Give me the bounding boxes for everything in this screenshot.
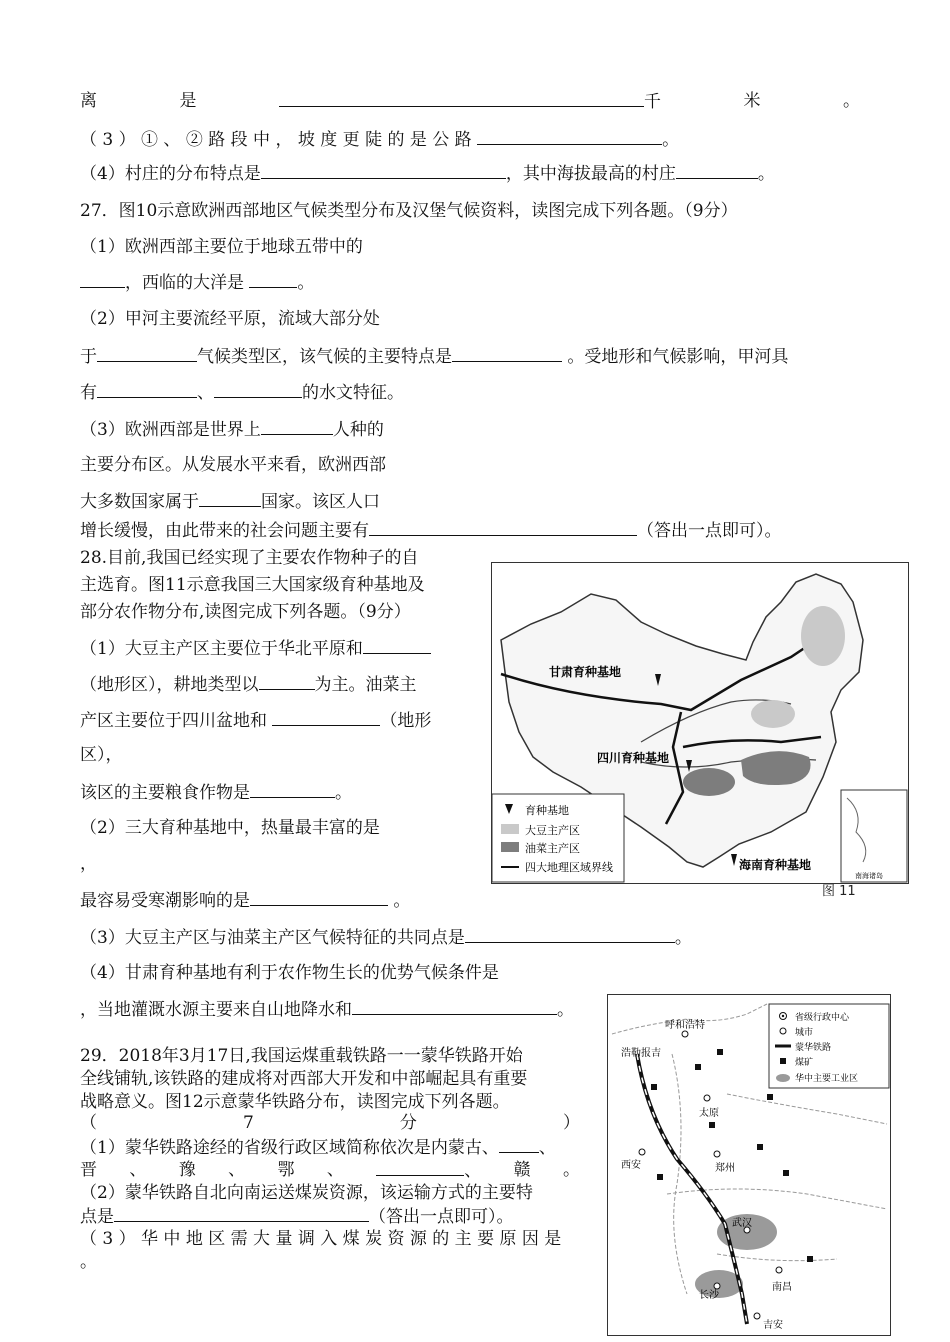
coal-mine-icon <box>767 1094 773 1100</box>
text: 为主。油菜主 <box>314 675 417 695</box>
label-xian: 西安 <box>621 1160 641 1171</box>
text: 、 <box>538 1138 556 1158</box>
q28-4: （4）甘肃育种基地有利于农作物生长的优势气候条件是 <box>80 963 499 983</box>
city-changsha <box>714 1283 720 1289</box>
answer-blank[interactable] <box>477 128 662 145</box>
coal-mine-icon <box>709 1122 715 1128</box>
q29-stem-c: 战略意义。图12示意蒙华铁路分布，读图完成下列各题。 <box>80 1092 510 1112</box>
coal-mine-icon <box>783 1170 789 1176</box>
q27-stem: 27．图10示意欧洲西部地区气候类型分布及汉堡气候资料，读图完成下列各题。（9分） <box>80 201 738 221</box>
legend-capital-dot <box>782 1015 784 1017</box>
text: （答出一点即可）。 <box>369 1207 514 1227</box>
soybean-area <box>751 700 795 728</box>
text: 于 <box>80 347 97 367</box>
question-4 <box>80 162 775 185</box>
text: （ <box>80 1113 97 1133</box>
answer-blank[interactable] <box>250 781 335 798</box>
legend-text: 四大地理区域界线 <box>525 861 613 874</box>
legend-swatch <box>501 824 519 834</box>
text: 有 <box>80 383 97 403</box>
q29-stem-a: 29．2018年3月17日,我国运煤重载铁路一一蒙华铁路开始 <box>80 1046 523 1066</box>
answer-blank[interactable] <box>676 162 758 179</box>
answer-blank[interactable] <box>261 162 506 179</box>
figure-11-caption: 图 11 <box>822 884 856 899</box>
answer-blank[interactable] <box>249 271 297 288</box>
label-wuhan: 武汉 <box>732 1218 752 1229</box>
coal-mine-icon <box>757 1144 763 1150</box>
text: 晋 <box>80 1160 97 1180</box>
text: 赣 <box>513 1160 531 1180</box>
text: 。 <box>297 273 315 293</box>
soybean-area <box>801 606 845 666</box>
coal-mine-icon <box>717 1049 723 1055</box>
label-taiyuan: 太原 <box>699 1108 719 1119</box>
q28-2c <box>80 889 410 912</box>
city-hohhot <box>682 1031 688 1037</box>
coal-mine-icon <box>807 1256 813 1262</box>
text: （3）大豆主产区与油菜主产区气候特征的共同点是 <box>80 928 465 948</box>
q27-3c <box>80 490 380 513</box>
q28-1e <box>80 781 352 804</box>
label-changsha: 长沙 <box>699 1290 719 1301</box>
answer-blank[interactable] <box>261 418 333 435</box>
text: （地形 <box>380 711 432 731</box>
text: 国家。该区人口 <box>261 492 380 512</box>
coal-mine-icon <box>657 1174 663 1180</box>
figure-11-map <box>491 562 909 884</box>
text: （ 3 ） ① 、 ② 路 段 中 ， 坡 度 更 陡 的 是 公 路 <box>80 130 472 150</box>
legend-swatch <box>501 842 519 852</box>
text: 、 <box>464 1161 482 1181</box>
q27-2c <box>80 381 404 404</box>
text: 的水文特征。 <box>302 383 404 403</box>
q28-1 <box>80 637 431 660</box>
legend-coal-icon <box>780 1058 786 1064</box>
label-zhengzhou: 郑州 <box>715 1163 735 1174</box>
q29-stem-b: 全线铺轨,该铁路的建成将对西部大开发和中部崛起具有重要 <box>80 1069 528 1089</box>
legend-text: 育种基地 <box>525 804 569 817</box>
coal-mine-icon <box>651 1084 657 1090</box>
text: 。 <box>843 91 860 111</box>
answer-blank[interactable] <box>272 709 380 726</box>
city-nanchang <box>776 1267 782 1273</box>
text: 。 <box>757 164 775 184</box>
text: 是 <box>179 91 197 111</box>
answer-blank[interactable] <box>97 345 197 362</box>
text: ，其中海拔最高的村庄 <box>505 164 676 184</box>
coal-mine-icon <box>695 1064 701 1070</box>
text: （地形区），耕地类型以 <box>80 675 259 695</box>
q29-1b <box>80 1159 580 1182</box>
inset-label: 南海诸岛 <box>855 872 883 880</box>
q29-1 <box>80 1136 556 1159</box>
answer-blank[interactable] <box>97 381 197 398</box>
text: 气候类型区，该气候的主要特点是 <box>197 347 452 367</box>
text: （3）欧洲西部是世界上 <box>80 420 261 440</box>
q27-3b: 主要分布区。从发展水平来看，欧洲西部 <box>80 455 386 475</box>
text: 、 <box>228 1160 246 1180</box>
city-taiyuan <box>704 1095 710 1101</box>
answer-blank[interactable] <box>465 926 675 943</box>
text: ，西临的大洋是 <box>125 273 244 293</box>
q29-points <box>80 1112 580 1134</box>
answer-blank[interactable] <box>80 271 125 288</box>
q28-stem-b: 主选育。图11示意我国三大国家级育种基地及 <box>80 575 425 595</box>
q29-2: （2）蒙华铁路自北向南运送煤炭资源，该运输方式的主要特 <box>80 1183 533 1203</box>
q28-2b: ， <box>80 854 97 874</box>
text: （1）蒙华铁路途经的省级行政区域简称依次是内蒙古、 <box>80 1138 499 1158</box>
q27-3d <box>80 519 782 542</box>
text: 。 <box>393 891 411 911</box>
q29-3: （ 3 ） 华 中 地 区 需 大 量 调 入 煤 炭 资 源 的 主 要 原 因 是 <box>80 1229 562 1249</box>
q28-1c <box>80 709 431 732</box>
text: ，当地灌溉水源主要来自山地降水和 <box>80 1000 352 1020</box>
legend-text: 省级行政中心 <box>795 1013 850 1023</box>
answer-blank[interactable] <box>352 998 557 1015</box>
label-hainan: 海南育种基地 <box>739 858 812 872</box>
label-jian: 吉安 <box>763 1320 783 1331</box>
text: 。 <box>557 1000 574 1020</box>
inset-box <box>841 790 907 882</box>
answer-blank[interactable] <box>499 1136 539 1153</box>
text: 、 <box>326 1160 344 1180</box>
q28-2: （2）三大育种基地中，热量最丰富的是 <box>80 818 380 838</box>
text: （4）村庄的分布特点是 <box>80 164 261 184</box>
text: 7 <box>243 1113 254 1133</box>
answer-blank[interactable] <box>363 637 431 654</box>
text: 增长缓慢，由此带来的社会问题主要有 <box>80 521 369 541</box>
rapeseed-area <box>683 768 735 796</box>
text: 。受地形和气候影响，甲河具 <box>567 347 789 367</box>
label-ordos: 浩勒报吉 <box>621 1048 661 1059</box>
text: 该区的主要粮食作物是 <box>80 783 250 803</box>
text: 米 <box>743 91 761 111</box>
text: 离 <box>80 91 97 111</box>
text: 产区主要位于四川盆地和 <box>80 711 267 731</box>
q28-3 <box>80 926 692 949</box>
q28-4b <box>80 998 574 1021</box>
label-hohhot: 呼和浩特 <box>665 1020 705 1031</box>
city-zhengzhou <box>714 1151 720 1157</box>
answer-blank[interactable] <box>250 889 388 906</box>
q28-stem-a: 28.目前,我国已经实现了主要农作物种子的自 <box>80 548 419 568</box>
text: （1）大豆主产区主要位于华北平原和 <box>80 639 363 659</box>
legend-text: 大豆主产区 <box>525 824 580 837</box>
answer-blank[interactable] <box>199 490 261 507</box>
q28-1b <box>80 673 417 696</box>
answer-blank[interactable] <box>369 519 637 536</box>
rapeseed-area <box>741 751 811 785</box>
q29-2b <box>80 1205 514 1228</box>
legend-city-icon <box>780 1028 786 1034</box>
label-sichuan: 四川育种基地 <box>597 751 670 765</box>
q27-1b <box>80 271 314 294</box>
text: 。 <box>563 1160 580 1180</box>
label-gansu: 甘肃育种基地 <box>549 665 622 679</box>
legend-text: 城市 <box>795 1028 814 1038</box>
answer-blank[interactable] <box>376 1159 464 1176</box>
answer-blank[interactable] <box>279 90 644 107</box>
q27-3 <box>80 418 384 441</box>
text: 。 <box>335 783 352 803</box>
legend-text: 蒙华铁路 <box>795 1043 832 1053</box>
text: 千 <box>644 92 661 112</box>
legend-industrial-swatch <box>776 1074 790 1082</box>
text: 最容易受寒潮影响的是 <box>80 891 250 911</box>
text: 大多数国家属于 <box>80 492 199 512</box>
figure-12-map <box>607 994 891 1336</box>
answer-blank[interactable] <box>114 1205 369 1222</box>
city-xian <box>639 1149 645 1155</box>
text: 鄂 <box>277 1160 295 1180</box>
q28-1d: 区）， <box>80 745 123 765</box>
text: 分 <box>399 1113 417 1133</box>
answer-blank[interactable] <box>259 673 315 690</box>
text: 豫 <box>178 1160 196 1180</box>
q29-3b: 。 <box>80 1252 97 1272</box>
legend-text: 煤矿 <box>795 1058 814 1068</box>
text: （答出一点即可）。 <box>637 521 782 541</box>
q27-2: （2）甲河主要流经平原，流域大部分处 <box>80 309 380 329</box>
q27-1: （1）欧洲西部主要位于地球五带中的 <box>80 237 363 257</box>
text: 人种的 <box>332 420 384 440</box>
text: ） <box>562 1113 580 1133</box>
legend-text: 油菜主产区 <box>525 842 580 855</box>
legend-text: 华中主要工业区 <box>795 1074 859 1084</box>
city-jian <box>754 1313 760 1319</box>
text: 点是 <box>80 1207 114 1227</box>
label-nanchang: 南昌 <box>772 1282 792 1293</box>
q28-stem-c: 部分农作物分布,读图完成下列各题。（9分） <box>80 602 411 622</box>
text: 、 <box>129 1160 147 1180</box>
text: 。 <box>674 928 692 948</box>
text: 、 <box>197 383 214 403</box>
text: 。 <box>662 130 680 150</box>
answer-blank[interactable] <box>214 381 302 398</box>
answer-blank[interactable] <box>452 345 562 362</box>
q27-2b <box>80 345 788 368</box>
line-distance <box>80 90 860 113</box>
question-3 <box>80 128 679 151</box>
